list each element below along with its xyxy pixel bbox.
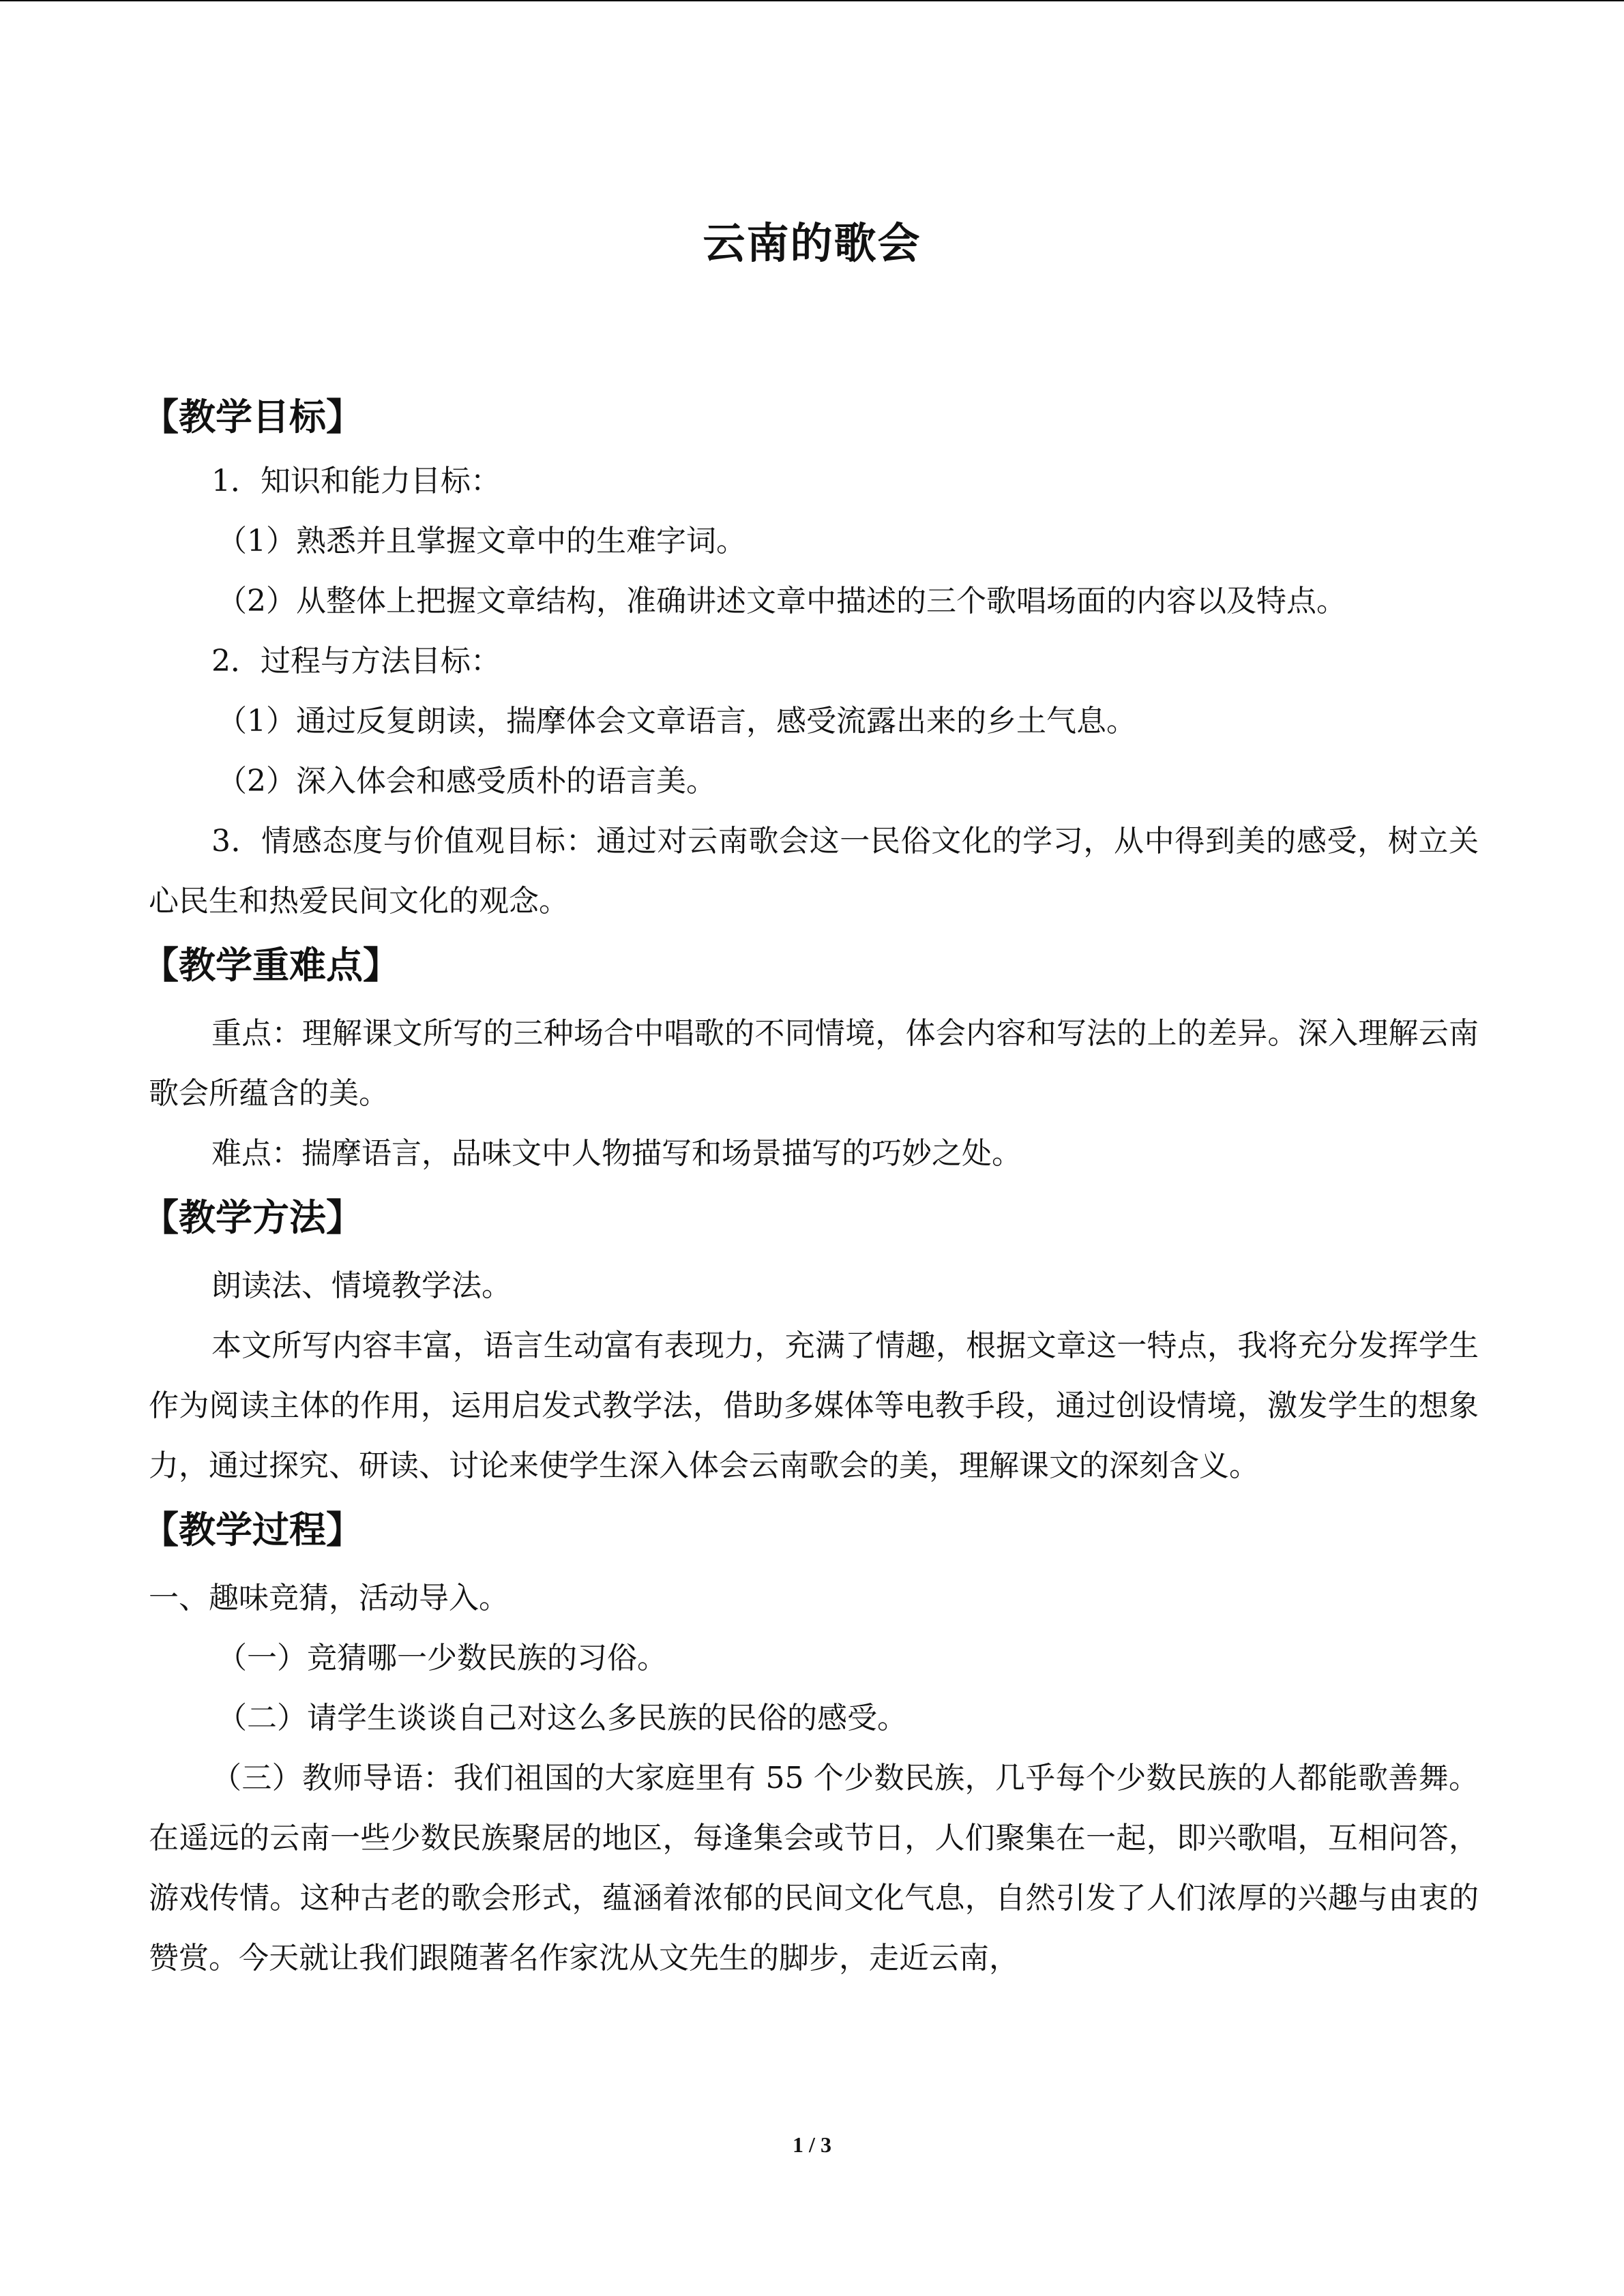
page-number: 1 / 3	[793, 2132, 831, 2157]
section-heading-key-points: 【教学重难点】	[142, 944, 400, 987]
objective-subitem: （1）通过反复朗读，揣摩体会文章语言，感受流露出来的乡土气息。	[217, 704, 1136, 739]
process-substep: （二）请学生谈谈自己对这么多民族的民俗的感受。	[217, 1701, 907, 1735]
objective-item: 1．知识和能力目标：	[211, 464, 501, 498]
objective-item: 3．情感态度与价值观目标：通过对云南歌会这一民俗文化的学习，从中得到美的感受，树立关心民生和热爱民间文化的观念。	[149, 824, 1479, 919]
key-point-focus: 重点：理解课文所写的三种场合中唱歌的不同情境，体会内容和写法的上的差异。深入理解云南歌会所蕴含的美。	[149, 1016, 1479, 1111]
key-point-difficulty: 难点：揣摩语言，品味文中人物描写和场景描写的巧妙之处。	[211, 1136, 1022, 1171]
section-heading-process: 【教学过程】	[142, 1508, 363, 1551]
method-paragraph: 本文所写内容丰富，语言生动富有表现力，充满了情趣，根据文章这一特点，我将充分发挥学生作为阅读主体的作用，运用启发式教学法，借助多媒体等电教手段，通过创设情境，激发学生的想象力，通过探究、研读、讨论来使学生深入体会云南歌会的美，理解课文的深刻含义。	[149, 1328, 1479, 1483]
section-heading-methods: 【教学方法】	[142, 1196, 363, 1239]
section-heading-objectives: 【教学目标】	[142, 396, 363, 438]
document-body	[142, 383, 1479, 1988]
page-title: 云南的歌会	[703, 218, 921, 268]
objective-item: 2．过程与方法目标：	[211, 644, 501, 679]
process-substep: （一）竞猜哪一少数民族的习俗。	[217, 1641, 667, 1675]
objective-subitem: （1）熟悉并且掌握文章中的生难字词。	[217, 524, 746, 558]
objective-subitem: （2）深入体会和感受质朴的语言美。	[217, 764, 716, 799]
method-line: 朗读法、情境教学法。	[211, 1268, 512, 1303]
process-substep: （三）教师导语：我们祖国的大家庭里有 55 个少数民族，几乎每个少数民族的人都能歌善舞。在遥远的云南一些少数民族聚居的地区，每逢集会或节日，人们聚集在一起，即兴歌唱，互相问答，游戏传情。这种古老的歌会形式，蕴涵着浓郁的民间文化气息，自然引发了人们浓厚的兴趣与由衷的赞赏。今天就让我们跟随著名作家沈从文先生的脚步，走近云南，	[149, 1761, 1479, 1976]
objective-subitem: （2）从整体上把握文章结构，准确讲述文章中描述的三个歌唱场面的内容以及特点。	[217, 584, 1346, 618]
process-step: 一、趣味竞猜，活动导入。	[149, 1581, 509, 1615]
